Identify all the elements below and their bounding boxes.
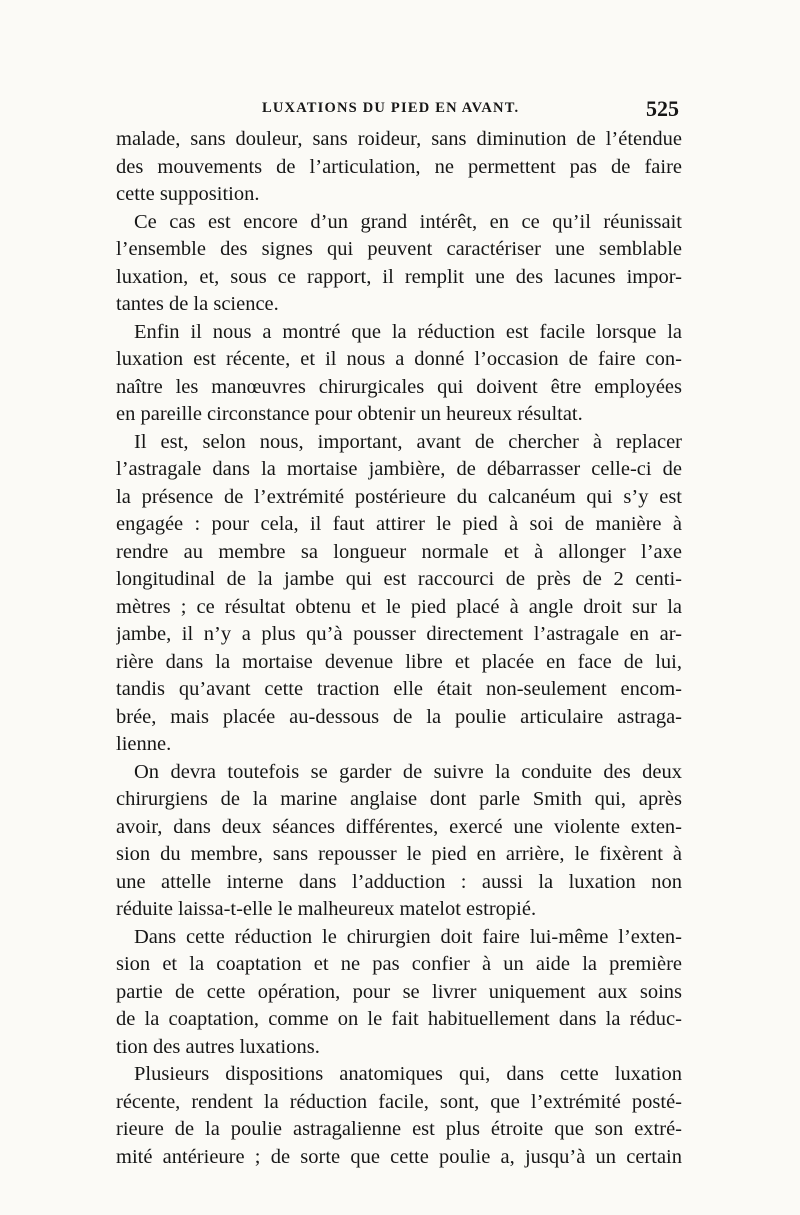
text-line: lienne.: [116, 733, 172, 755]
paragraph: [116, 1061, 682, 1171]
text-line: de la coaptation, comme on le fait habituellement dans la réduc-: [116, 1008, 682, 1030]
text-line: en pareille circonstance pour obtenir un heureux résultat.: [116, 403, 583, 425]
paragraph: [116, 759, 682, 924]
text-line: l’ensemble des signes qui peuvent caractériser une semblable: [116, 238, 682, 260]
text-line: sion du membre, sans repousser le pied en arrière, le fixèrent à: [116, 843, 682, 865]
text-line: mité antérieure ; de sorte que cette poulie a, jusqu’à un certain: [116, 1145, 682, 1168]
text-line: naître les manœuvres chirurgicales qui doivent être employées: [116, 375, 682, 398]
paragraph: [116, 126, 682, 209]
paragraph: [116, 209, 682, 319]
text-line: Ce cas est encore d’un grand intérêt, en ce qu’il réunissait: [134, 210, 682, 233]
text-line: sion et la coaptation et ne pas confier à un aide la première: [116, 953, 682, 975]
running-head: [0, 96, 800, 120]
text-line: tandis qu’avant cette traction elle était non-seulement encom-: [116, 678, 682, 700]
text-line: la présence de l’extrémité postérieure du calcanéum qui s’y est: [116, 485, 682, 508]
text-line: chirurgiens de la marine anglaise dont parle Smith qui, après: [116, 788, 682, 810]
text-line: des mouvements de l’articulation, ne permettent pas de faire: [116, 155, 682, 178]
text-line: tion des autres luxations.: [116, 1035, 320, 1058]
text-line: rieure de la poulie astragalienne est plus étroite que son extré-: [116, 1118, 682, 1140]
text-line: une attelle interne dans l’adduction : aussi la luxation non: [116, 870, 682, 893]
page-number: 525: [646, 96, 679, 121]
text-line: partie de cette opération, pour se livrer uniquement aux soins: [116, 980, 682, 1003]
text-line: cette supposition.: [116, 183, 260, 205]
text-line: mètres ; ce résultat obtenu et le pied placé à angle droit sur la: [116, 595, 682, 618]
text-line: récente, rendent la réduction facile, sont, que l’extrémité posté-: [116, 1090, 682, 1113]
text-line: Enfin il nous a montré que la réduction est facile lorsque la: [134, 320, 682, 343]
text-line: rière dans la mortaise devenue libre et placée en face de lui,: [116, 650, 682, 673]
paragraph: [116, 924, 682, 1062]
text-line: réduite laissa-t-elle le malheureux matelot estropié.: [116, 898, 537, 920]
text-line: Plusieurs dispositions anatomiques qui, dans cette luxation: [134, 1063, 682, 1085]
text-line: brée, mais placée au-dessous de la poulie articulaire astraga-: [116, 705, 682, 728]
text-line: Il est, selon nous, important, avant de chercher à replacer: [134, 430, 682, 453]
text-line: Dans cette réduction le chirurgien doit faire lui-même l’exten-: [134, 925, 682, 948]
text-line: malade, sans douleur, sans roideur, sans diminution de l’étendue: [116, 128, 682, 150]
body-text: [116, 126, 682, 1171]
text-line: tantes de la science.: [116, 293, 279, 315]
paragraph: [116, 319, 682, 429]
text-line: engagée : pour cela, il faut attirer le pied à soi de manière à: [116, 513, 682, 535]
text-line: rendre au membre sa longueur normale et à allonger l’axe: [116, 540, 682, 563]
text-line: longitudinal de la jambe qui est raccourci de près de 2 centi-: [116, 568, 682, 590]
text-line: luxation est récente, et il nous a donné l’occasion de faire con-: [116, 348, 682, 370]
text-line: luxation, et, sous ce rapport, il remplit une des lacunes impor-: [116, 265, 682, 288]
text-line: jambe, il n’y a plus qu’à pousser directement l’astragale en ar-: [116, 623, 682, 645]
running-title: LUXATIONS DU PIED EN AVANT.: [262, 100, 520, 116]
text-line: l’astragale dans la mortaise jambière, de débarrasser celle-ci de: [116, 458, 682, 480]
text-line: On devra toutefois se garder de suivre la conduite des deux: [134, 760, 682, 783]
paragraph: [116, 429, 682, 759]
text-line: avoir, dans deux séances différentes, exercé une violente exten-: [116, 815, 682, 838]
